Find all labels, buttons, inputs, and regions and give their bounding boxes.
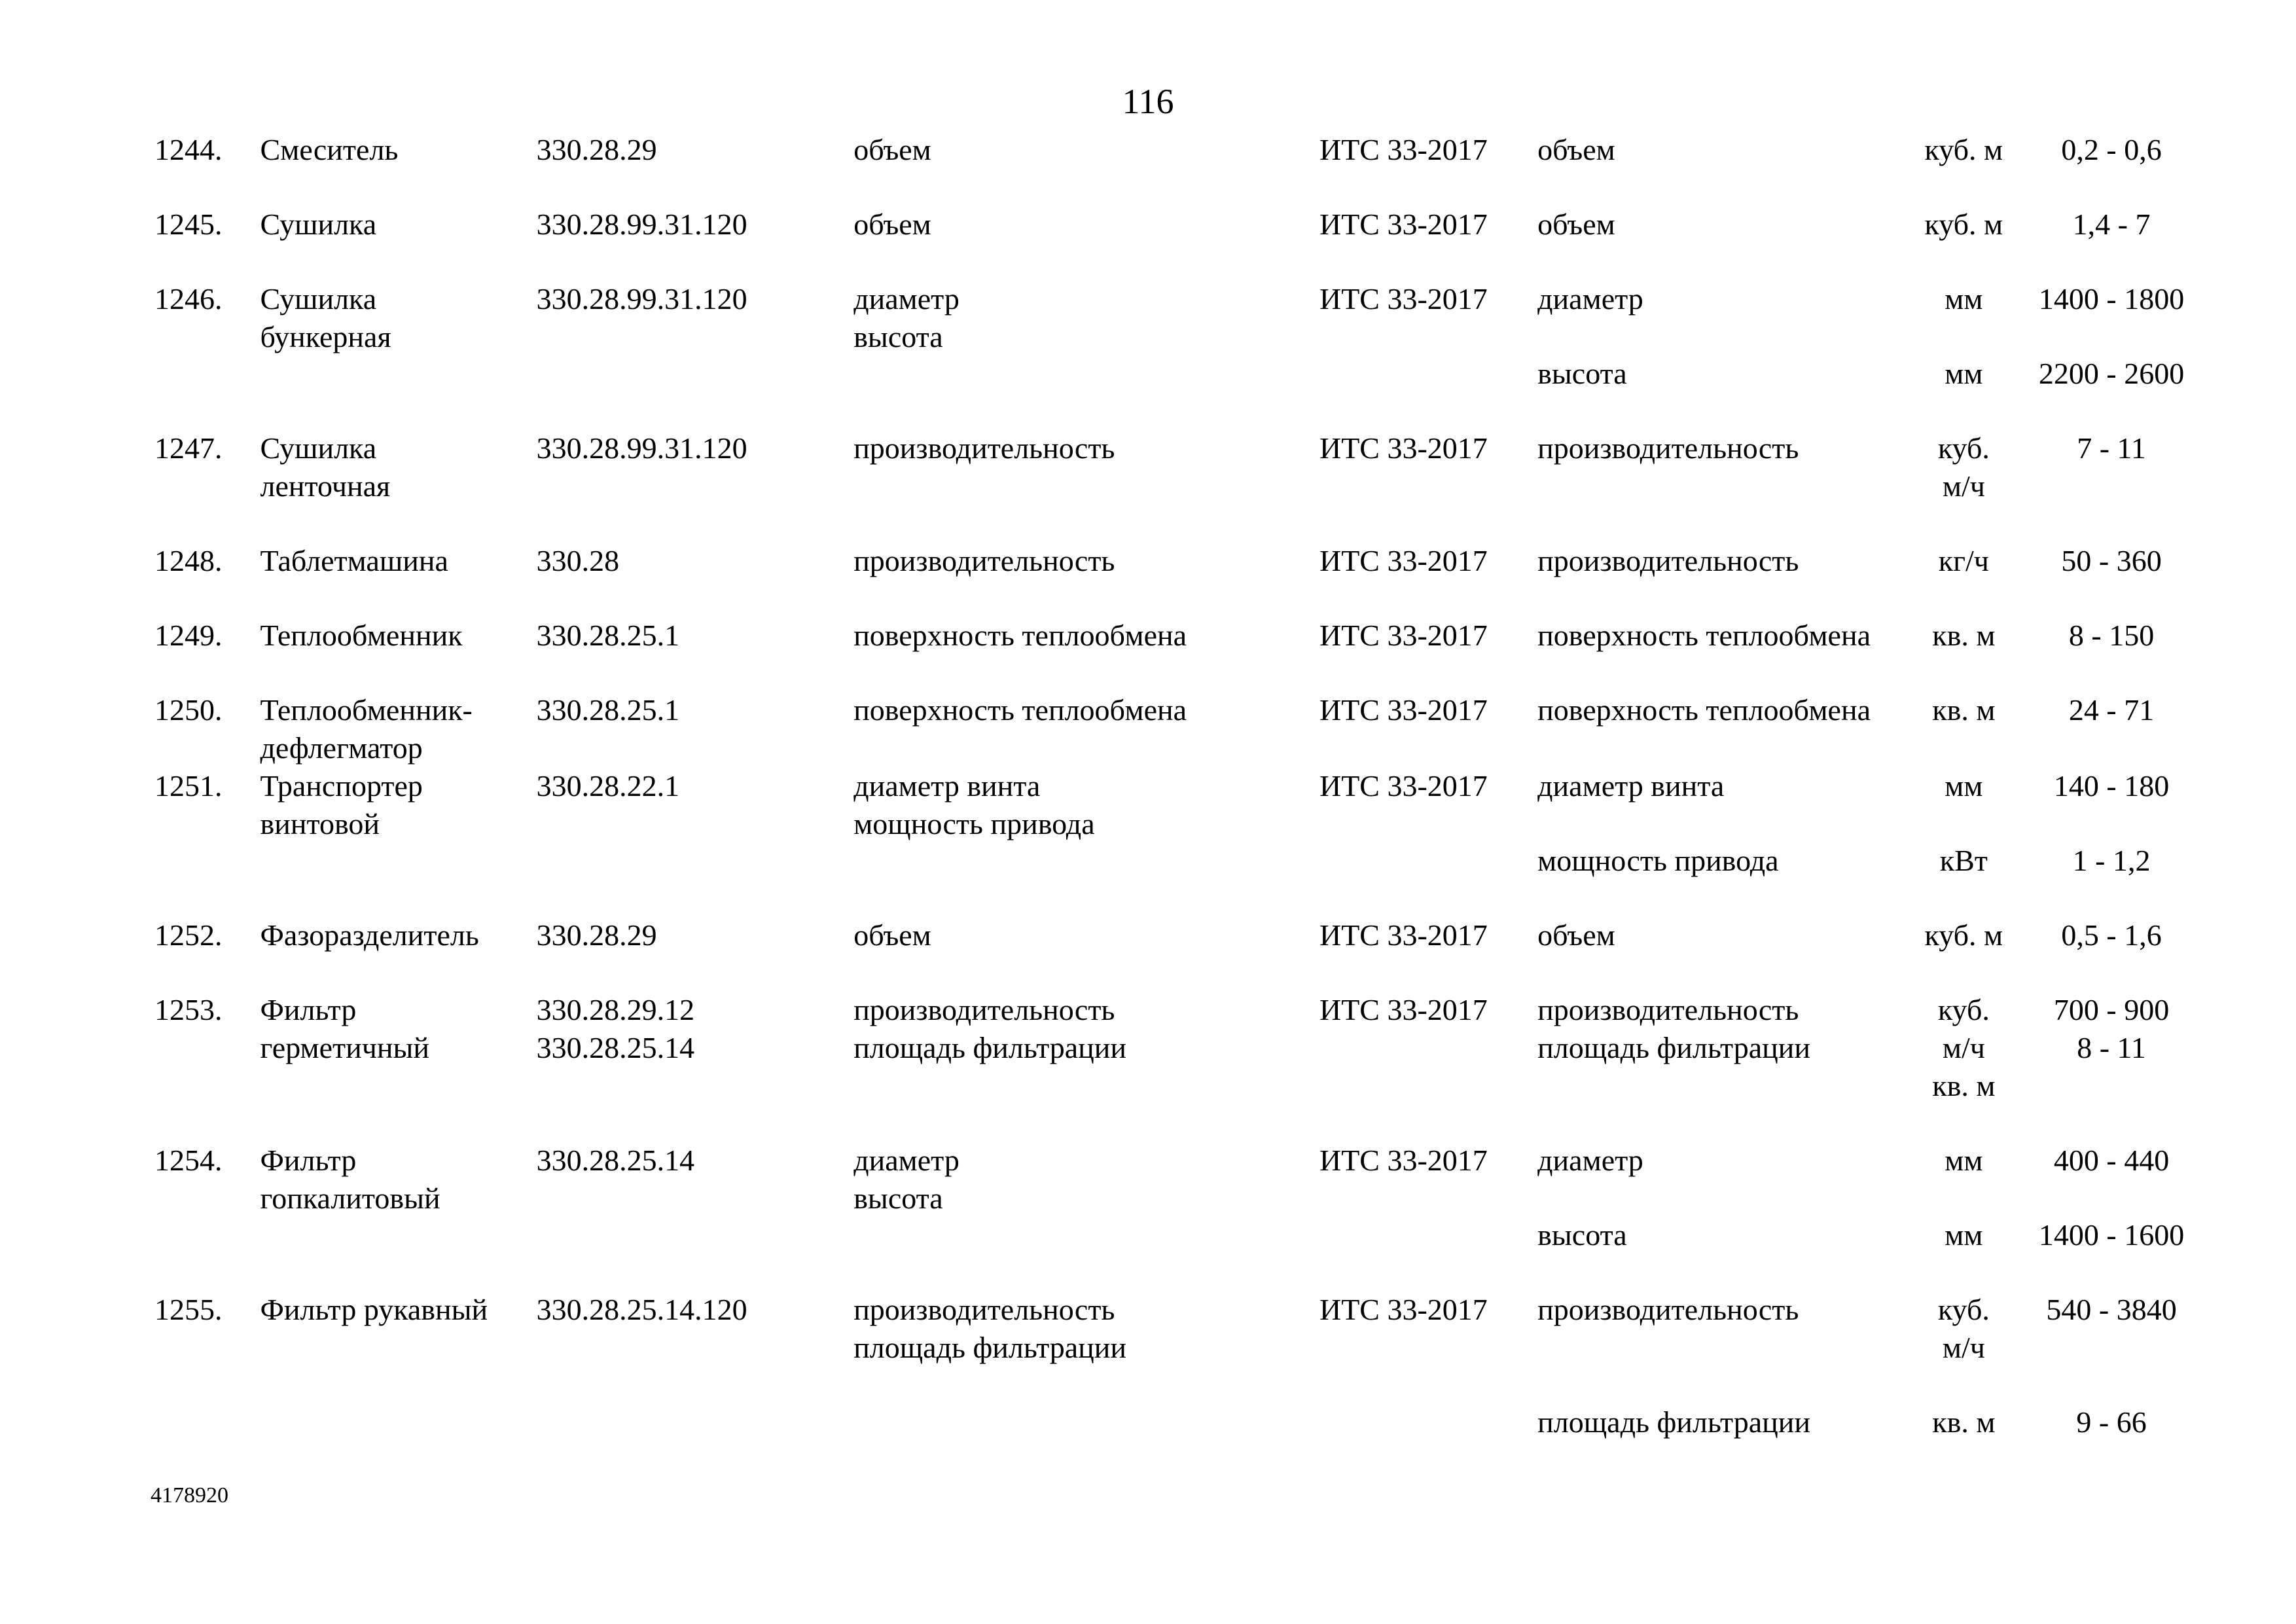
parameter-line: высота — [853, 320, 943, 353]
row-number: 1254. — [154, 1144, 223, 1177]
table-row — [154, 1142, 2210, 1216]
its-reference: ИТС 33-2017 — [1319, 693, 1488, 727]
unit: мм — [1945, 1144, 1983, 1177]
unit: куб. м — [1924, 918, 2003, 952]
unit: кв. м — [1932, 619, 1996, 652]
unit: мм — [1945, 1218, 1983, 1252]
unit: мм — [1945, 357, 1983, 390]
value-range: 0,2 - 0,6 — [2061, 133, 2162, 166]
its-reference: ИТС 33-2017 — [1319, 431, 1488, 465]
value-range: 1 - 1,2 — [2072, 844, 2151, 877]
okpd-code-line: 330.28 — [536, 544, 620, 577]
table-row — [154, 916, 2210, 991]
row-number: 1248. — [154, 544, 223, 577]
equipment-name: Транспортер винтовой — [260, 769, 423, 840]
okpd-code — [537, 1142, 854, 1291]
equipment-table — [154, 131, 2210, 1478]
equipment-name: Теплообменник- дефлегматор — [260, 693, 473, 765]
parameter-list — [853, 1142, 1319, 1291]
its-parameter: поверхность теплообмена — [1537, 693, 1871, 727]
value-range: 1,4 - 7 — [2072, 208, 2151, 241]
row-number: 1247. — [154, 431, 223, 465]
its-reference: ИТС 33-2017 — [1319, 918, 1488, 952]
okpd-code — [537, 991, 854, 1142]
its-reference: ИТС 33-2017 — [1319, 544, 1488, 577]
its-parameter: площадь фильтрации — [1537, 1405, 1810, 1439]
okpd-code — [537, 1291, 854, 1478]
its-reference: ИТС 33-2017 — [1319, 769, 1488, 803]
value-range: 7 - 11 — [2077, 431, 2146, 465]
parameter-list — [853, 206, 1319, 280]
parameter-list — [853, 280, 1319, 429]
table-row — [154, 280, 2210, 355]
parameter-list — [853, 1291, 1319, 1478]
okpd-code-line: 330.28.25.14 — [536, 1031, 695, 1064]
footer-code: 4178920 — [151, 1483, 228, 1507]
parameter-line: высота — [853, 1182, 943, 1215]
equipment-name: Фильтр гопкалитовый — [260, 1144, 440, 1215]
parameter-list — [853, 131, 1319, 206]
okpd-code-line: 330.28.25.14.120 — [536, 1293, 747, 1326]
unit: кв. м — [1932, 1405, 1996, 1439]
parameter-list — [853, 617, 1319, 691]
equipment-name: Фазоразделитель — [260, 918, 479, 952]
parameter-line: мощность привода — [853, 807, 1095, 840]
value-range: 1400 - 1600 — [2038, 1218, 2185, 1252]
okpd-code-line: 330.28.22.1 — [536, 769, 680, 803]
table-row — [154, 991, 2210, 1142]
value-range: 140 - 180 — [2053, 769, 2170, 803]
its-parameter: производительность площадь фильтрации — [1537, 993, 1810, 1064]
equipment-name: Сушилка — [260, 208, 377, 241]
table-row — [154, 131, 2210, 206]
its-reference: ИТС 33-2017 — [1319, 282, 1488, 316]
okpd-code — [537, 767, 854, 916]
parameter-list — [853, 691, 1319, 767]
okpd-code-line: 330.28.25.14 — [536, 1144, 695, 1177]
parameter-line: производительность — [853, 1293, 1115, 1326]
unit: куб. м — [1924, 133, 2003, 166]
its-parameter: производительность — [1537, 544, 1799, 577]
unit: куб. м/ч кв. м — [1932, 993, 1996, 1102]
row-number: 1244. — [154, 133, 223, 166]
row-number: 1245. — [154, 208, 223, 241]
parameter-line: производительность — [853, 431, 1115, 465]
okpd-code-line: 330.28.99.31.120 — [536, 282, 747, 316]
its-parameter: диаметр — [1537, 1144, 1643, 1177]
equipment-name: Теплообменник — [260, 619, 463, 652]
okpd-code-line: 330.28.29 — [536, 918, 657, 952]
table-row — [154, 617, 2210, 691]
unit: мм — [1945, 282, 1983, 316]
okpd-code — [537, 131, 854, 206]
parameter-list — [853, 542, 1319, 617]
unit: куб. м/ч — [1937, 431, 1990, 503]
okpd-code — [537, 691, 854, 767]
equipment-name: Сушилка ленточная — [260, 431, 391, 503]
okpd-code-line: 330.28.99.31.120 — [536, 431, 747, 465]
okpd-code-line: 330.28.25.1 — [536, 619, 680, 652]
value-range: 540 - 3840 — [2046, 1293, 2177, 1326]
equipment-name: Фильтр герметичный — [260, 993, 430, 1064]
value-range: 50 - 360 — [2061, 544, 2162, 577]
row-number: 1246. — [154, 282, 223, 316]
row-number: 1249. — [154, 619, 223, 652]
its-parameter: объем — [1537, 918, 1615, 952]
unit: кв. м — [1932, 693, 1996, 727]
row-number: 1250. — [154, 693, 223, 727]
parameter-list — [853, 767, 1319, 916]
parameter-list — [853, 429, 1319, 542]
its-parameter: производительность — [1537, 1293, 1799, 1326]
parameter-line: диаметр — [853, 282, 960, 316]
parameter-line: поверхность теплообмена — [853, 693, 1187, 727]
its-parameter: поверхность теплообмена — [1537, 619, 1871, 652]
parameter-line: диаметр — [853, 1144, 960, 1177]
its-parameter: объем — [1537, 133, 1615, 166]
unit: кг/ч — [1938, 544, 1989, 577]
value-range: 2200 - 2600 — [2038, 357, 2185, 390]
row-number: 1255. — [154, 1293, 223, 1326]
its-reference: ИТС 33-2017 — [1319, 993, 1488, 1026]
okpd-code — [537, 542, 854, 617]
value-range: 8 - 150 — [2068, 619, 2155, 652]
okpd-code — [537, 206, 854, 280]
unit: мм — [1945, 769, 1983, 803]
row-number: 1251. — [154, 769, 223, 803]
parameter-line: диаметр винта — [853, 769, 1041, 803]
its-parameter: диаметр винта — [1537, 769, 1725, 803]
value-range: 700 - 900 8 - 11 — [2053, 993, 2170, 1064]
table-row — [154, 691, 2210, 767]
parameter-line: площадь фильтрации — [853, 1331, 1127, 1364]
table-row — [154, 542, 2210, 617]
okpd-code — [537, 429, 854, 542]
parameter-line: объем — [853, 918, 931, 952]
its-parameter: высота — [1537, 357, 1627, 390]
parameter-line: объем — [853, 133, 931, 166]
table-row — [154, 767, 2210, 842]
table-body — [154, 131, 2210, 1478]
equipment-name: Смеситель — [260, 133, 399, 166]
parameter-line: производительность — [853, 544, 1115, 577]
its-parameter: производительность — [1537, 431, 1799, 465]
equipment-name: Фильтр рукавный — [260, 1293, 488, 1326]
parameter-line: поверхность теплообмена — [853, 619, 1187, 652]
okpd-code — [537, 617, 854, 691]
parameter-list — [853, 991, 1319, 1142]
table-row — [154, 429, 2210, 542]
unit: кВт — [1939, 844, 1988, 877]
its-parameter: высота — [1537, 1218, 1627, 1252]
its-parameter: мощность привода — [1537, 844, 1779, 877]
row-number: 1252. — [154, 918, 223, 952]
okpd-code-line: 330.28.99.31.120 — [536, 208, 747, 241]
value-range: 24 - 71 — [2068, 693, 2155, 727]
table-row — [154, 206, 2210, 280]
page-number: 116 — [1122, 82, 1174, 121]
value-range: 400 - 440 — [2053, 1144, 2170, 1177]
value-range: 1400 - 1800 — [2038, 282, 2185, 316]
its-reference: ИТС 33-2017 — [1319, 619, 1488, 652]
its-reference: ИТС 33-2017 — [1319, 1293, 1488, 1326]
its-reference: ИТС 33-2017 — [1319, 208, 1488, 241]
equipment-name: Сушилка бункерная — [260, 282, 391, 353]
parameter-list — [853, 916, 1319, 991]
okpd-code — [537, 916, 854, 991]
its-reference: ИТС 33-2017 — [1319, 1144, 1488, 1177]
table-row — [154, 1291, 2210, 1403]
unit: куб. м/ч — [1937, 1293, 1990, 1364]
its-parameter: объем — [1537, 208, 1615, 241]
parameter-line: площадь фильтрации — [853, 1031, 1127, 1064]
its-parameter: диаметр — [1537, 282, 1643, 316]
its-reference: ИТС 33-2017 — [1319, 133, 1488, 166]
parameter-line: производительность — [853, 993, 1115, 1026]
parameter-line: объем — [853, 208, 931, 241]
okpd-code-line: 330.28.29.12 — [536, 993, 695, 1026]
okpd-code — [537, 280, 854, 429]
value-range: 9 - 66 — [2076, 1405, 2147, 1439]
row-number: 1253. — [154, 993, 223, 1026]
value-range: 0,5 - 1,6 — [2061, 918, 2162, 952]
okpd-code-line: 330.28.29 — [536, 133, 657, 166]
unit: куб. м — [1924, 208, 2003, 241]
equipment-name: Таблетмашина — [260, 544, 448, 577]
okpd-code-line: 330.28.25.1 — [536, 693, 680, 727]
